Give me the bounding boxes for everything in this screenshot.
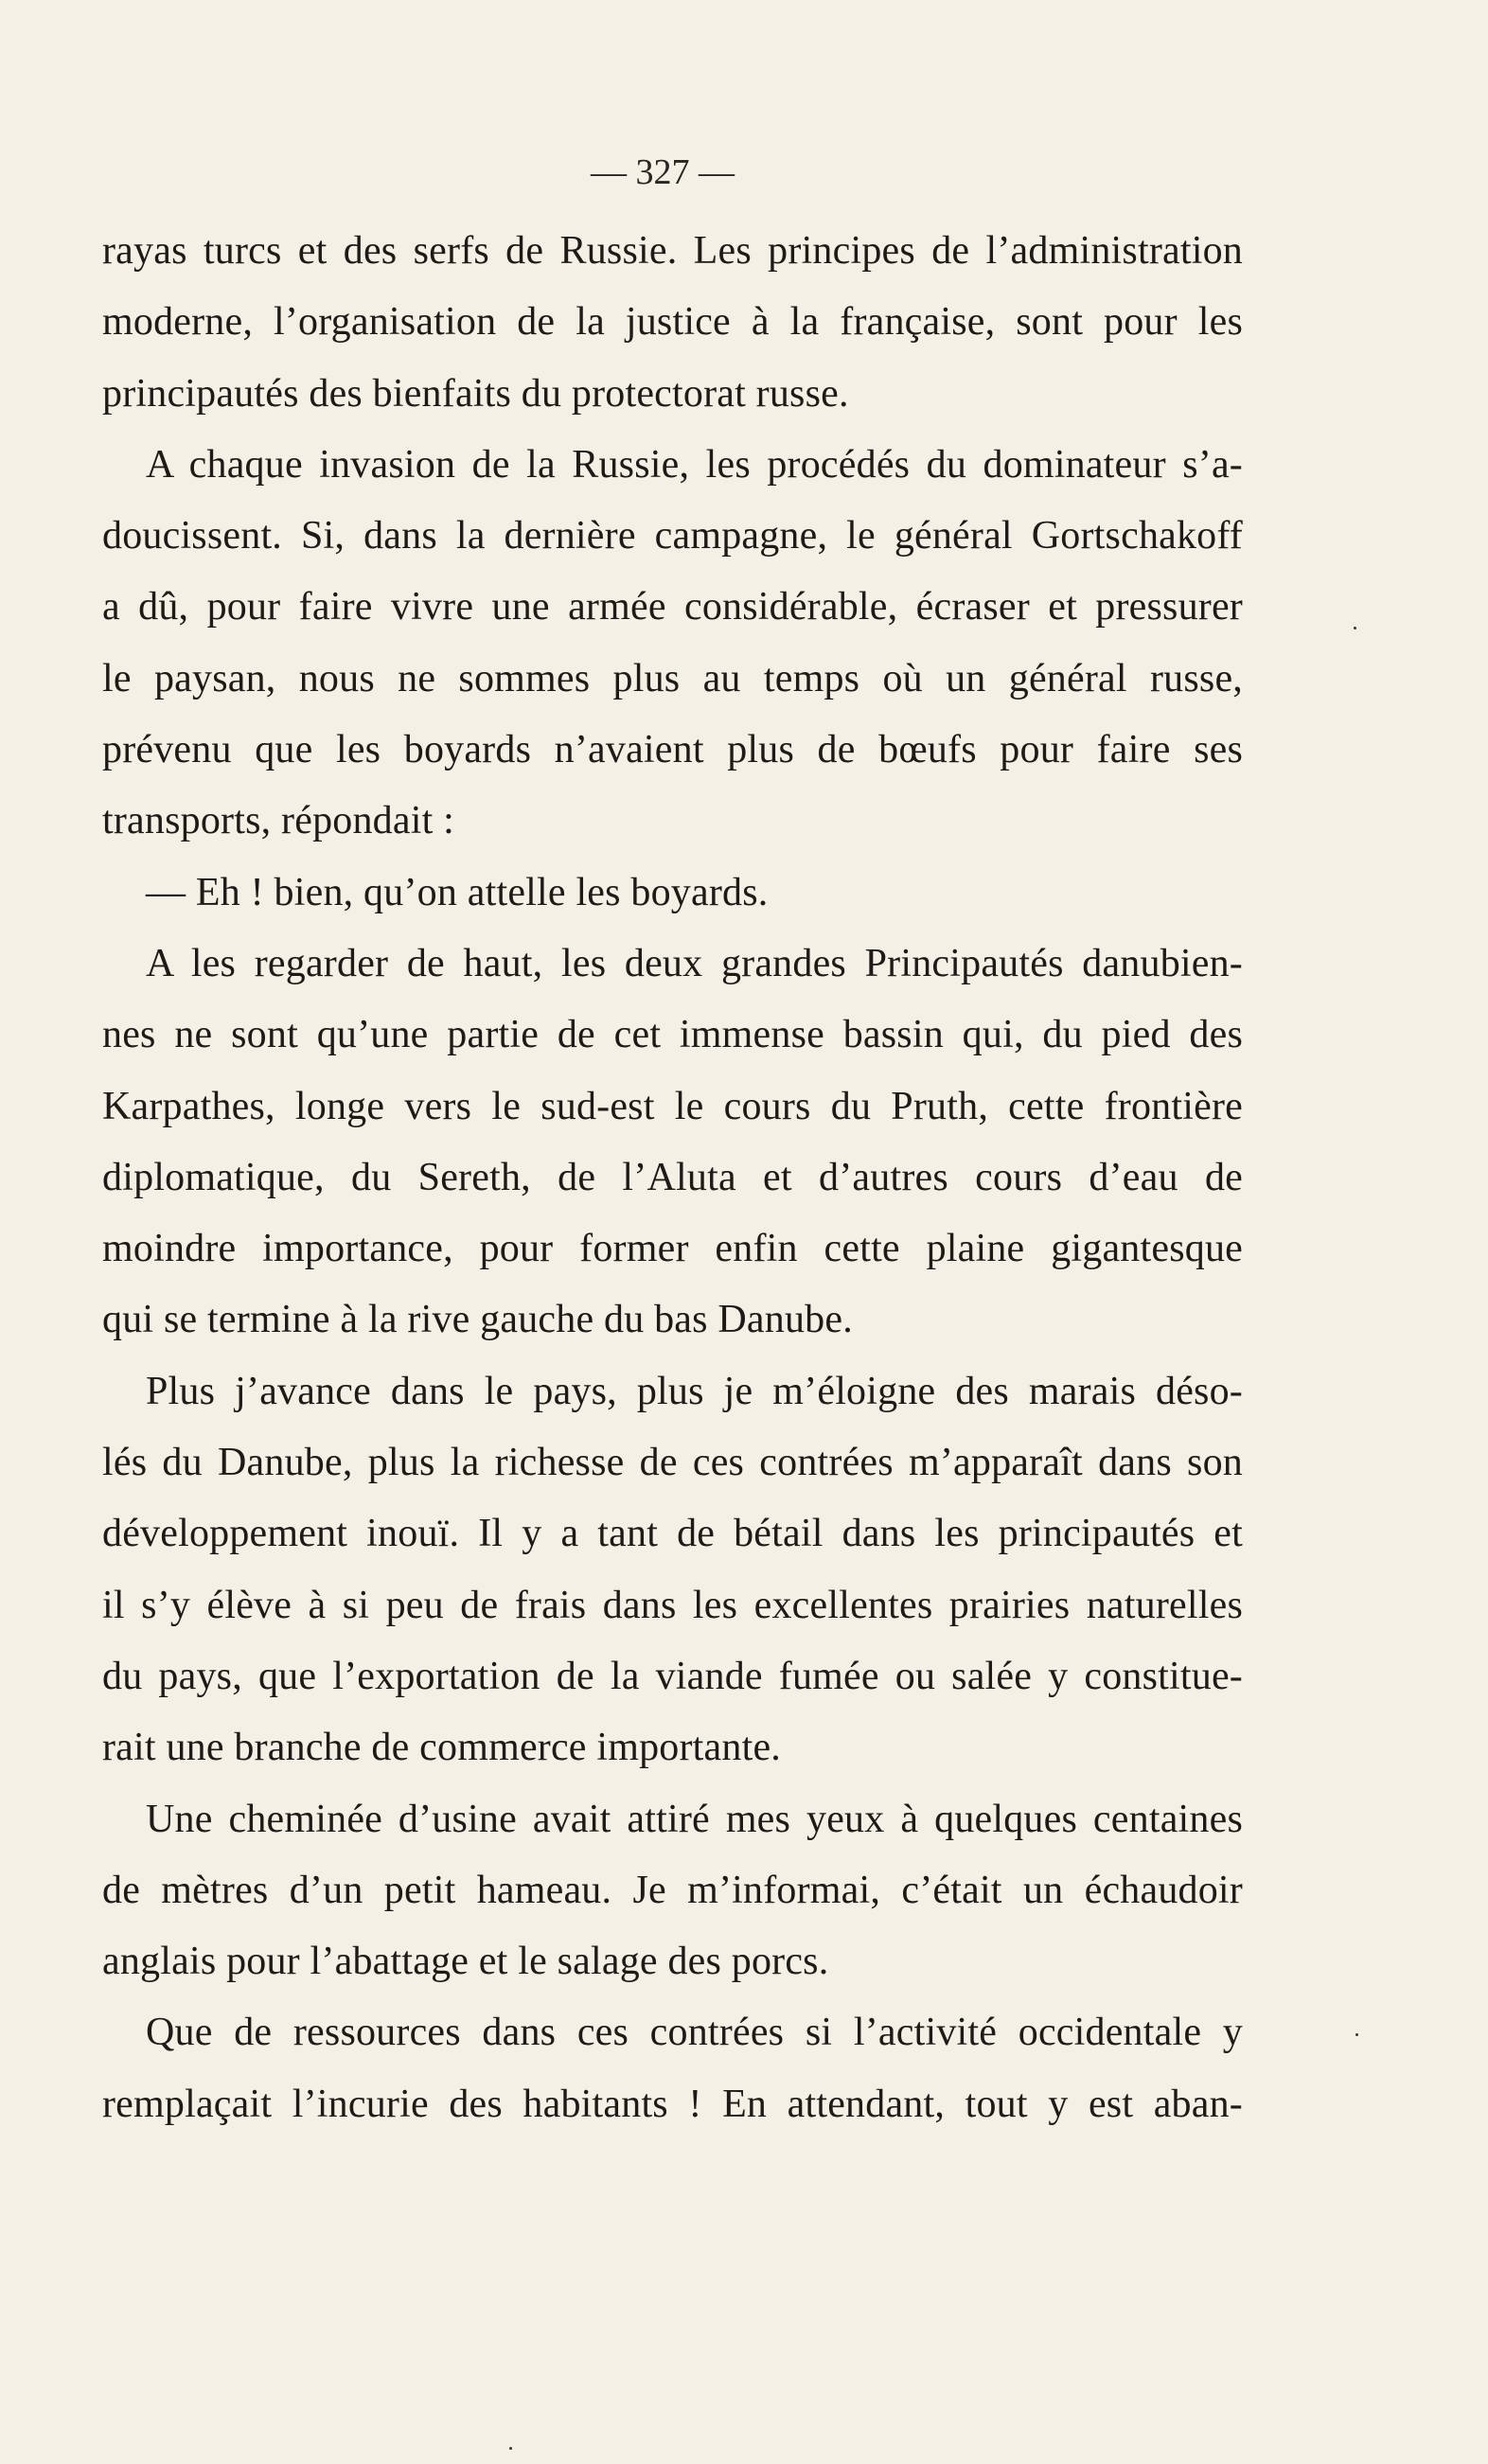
text-line: Une cheminée d’usine avait attiré mes yeux à quelques centaines (146, 1797, 1243, 1841)
page-number: — 327 — (591, 152, 735, 192)
text-line: Plus j’avance dans le pays, plus je m’éloigne des marais déso- (146, 1369, 1243, 1413)
paper-speck (509, 2447, 512, 2450)
text-line: nes ne sont qu’une partie de cet immense bassin qui, du pied des (102, 1013, 1243, 1057)
paper-speck (1354, 627, 1356, 629)
text-line: prévenu que les boyards n’avaient plus de bœufs pour faire ses (102, 728, 1243, 772)
paper-speck (1355, 2033, 1358, 2036)
text-line: anglais pour l’abattage et le salage des porcs. (102, 1940, 829, 1984)
body-text (102, 216, 1243, 2140)
text-line: lés du Danube, plus la richesse de ces contrées m’apparaît dans son (102, 1441, 1243, 1485)
text-line: rait une branche de commerce importante. (102, 1726, 781, 1770)
text-line: de mètres d’un petit hameau. Je m’informai, c’était un échaudoir (102, 1868, 1243, 1912)
text-line: moderne, l’organisation de la justice à la française, sont pour les (102, 300, 1243, 345)
text-line: principautés des bienfaits du protectorat russe. (102, 371, 849, 416)
text-line: Que de ressources dans ces contrées si l’activité occidentale y (146, 2011, 1243, 2055)
text-line: moindre importance, pour former enfin cette plaine gigantesque (102, 1227, 1243, 1271)
text-line: a dû, pour faire vivre une armée considérable, écraser et pressurer (102, 585, 1243, 629)
text-line: — Eh ! bien, qu’on attelle les boyards. (146, 870, 769, 914)
text-line: il s’y élève à si peu de frais dans les excellentes prairies naturelles (102, 1583, 1243, 1627)
text-line: le paysan, nous ne sommes plus au temps où un général russe, (102, 656, 1243, 700)
text-line: diplomatique, du Sereth, de l’Aluta et d’autres cours d’eau de (102, 1155, 1243, 1199)
text-line: Karpathes, longe vers le sud-est le cours du Pruth, cette frontière (102, 1084, 1243, 1128)
text-line: A chaque invasion de la Russie, les procédés du dominateur s’a- (146, 442, 1243, 487)
text-line: développement inouï. Il y a tant de bétail dans les principautés et (102, 1512, 1243, 1556)
text-line: transports, répondait : (102, 799, 455, 843)
text-line: A les regarder de haut, les deux grandes Principautés danubien- (146, 941, 1243, 985)
text-line: remplaçait l’incurie des habitants ! En attendant, tout y est aban- (102, 2082, 1243, 2126)
text-line: du pays, que l’exportation de la viande fumée ou salée y constitue- (102, 1654, 1243, 1698)
text-line: qui se termine à la rive gauche du bas Danube. (102, 1298, 853, 1342)
text-line: rayas turcs et des serfs de Russie. Les principes de l’administration (102, 229, 1243, 273)
text-line: doucissent. Si, dans la dernière campagne, le général Gortschakoff (102, 514, 1243, 558)
